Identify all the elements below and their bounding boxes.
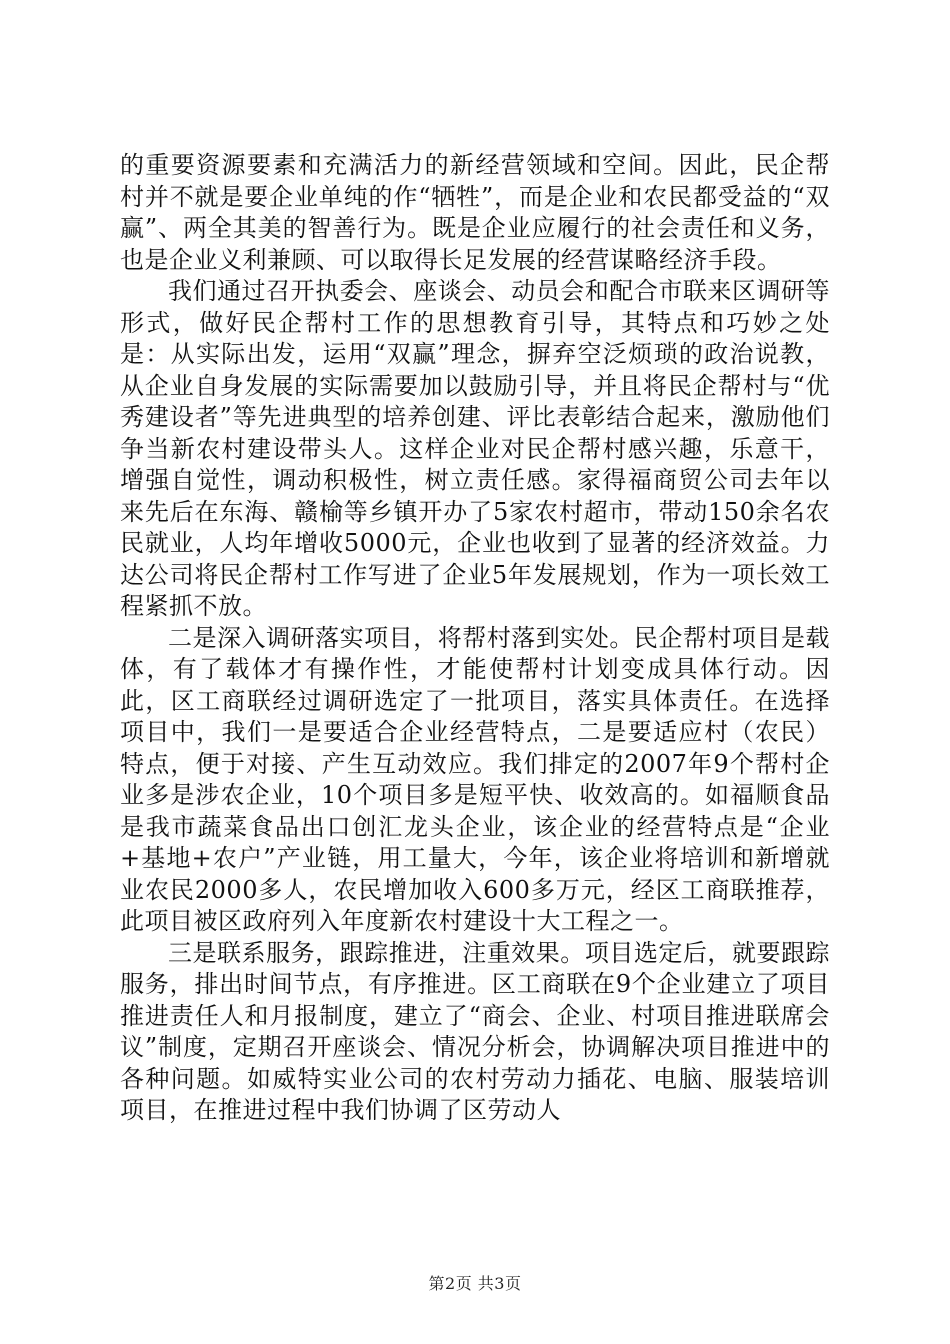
page-number-footer: 第2页 共3页	[428, 1274, 522, 1293]
paragraph-4: 三是联系服务，跟踪推进，注重效果。项目选定后，就要跟踪服务，排出时间节点，有序推进。区工商联在9个企业建立了项目推进责任人和月报制度，建立了“商会、企业、村项目推进联席会议”制度，定期召开座谈会、情况分析会，协调解决项目推进中的各种问题。如威特实业公司的农村劳动力插花、电脑、服装培训项目，在推进过程中我们协调了区劳动人	[120, 938, 830, 1124]
document-body	[120, 150, 830, 1127]
paragraph-2: 我们通过召开执委会、座谈会、动员会和配合市联来区调研等形式，做好民企帮村工作的思想教育引导，其特点和巧妙之处是：从实际出发，运用“双赢”理念，摒弃空泛烦琐的政治说教，从企业自身发展的实际需要加以鼓励引导，并且将民企帮村与“优秀建设者”等先进典型的培养创建、评比表彰结合起来，激励他们争当新农村建设带头人。这样企业对民企帮村感兴趣，乐意干，增强自觉性，调动积极性，树立责任感。家得福商贸公司去年以来先后在东海、赣榆等乡镇开办了5家农村超市，带动150余名农民就业，人均年增收5000元，企业也收到了显著的经济效益。力达公司将民企帮村工作写进了企业5年发展规划，作为一项长效工程紧抓不放。	[120, 277, 830, 620]
paragraph-3: 二是深入调研落实项目，将帮村落到实处。民企帮村项目是载体，有了载体才有操作性，才能使帮村计划变成具体行动。因此，区工商联经过调研选定了一批项目，落实具体责任。在选择项目中，我们一是要适合企业经营特点，二是要适应村（农民）特点，便于对接、产生互动效应。我们排定的2007年9个帮村企业多是涉农企业，10个项目多是短平快、收效高的。如福顺食品是我市蔬菜食品出口创汇龙头企业，该企业的经营特点是“企业+基地+农户”产业链，用工量大，今年，该企业将培训和新增就业农民2000多人，农民增加收入600多万元，经区工商联推荐，此项目被区政府列入年度新农村建设十大工程之一。	[120, 623, 830, 935]
paragraph-1: 的重要资源要素和充满活力的新经营领域和空间。因此，民企帮村并不就是要企业单纯的作“牺牲”，而是企业和农民都受益的“双赢”、两全其美的智善行为。既是企业应履行的社会责任和义务，也是企业义利兼顾、可以取得长足发展的经营谋略经济手段。	[120, 151, 830, 274]
